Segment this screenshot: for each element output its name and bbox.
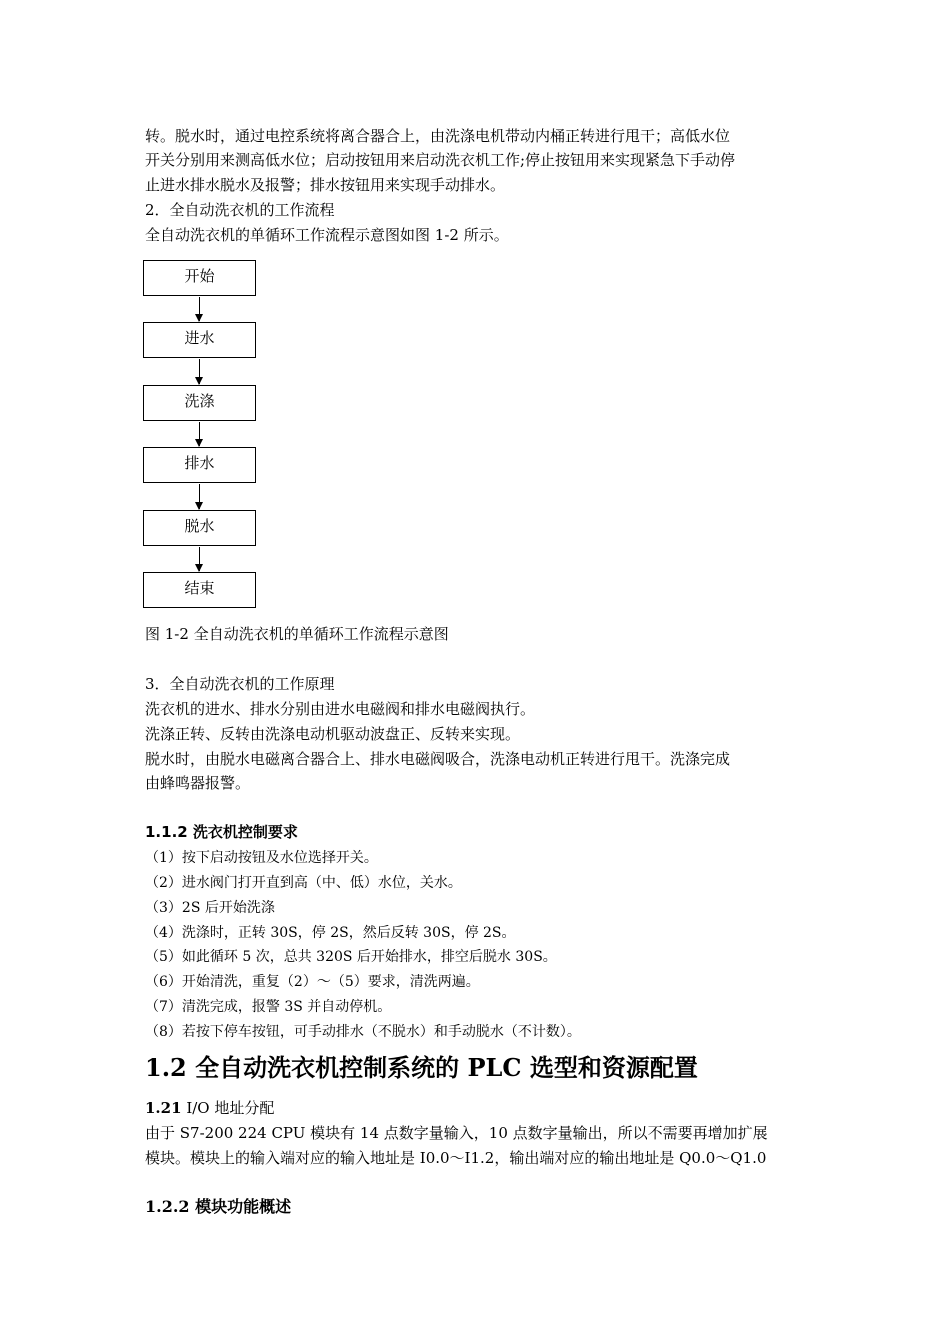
section-3-heading: 3．全自动洗衣机的工作原理	[145, 675, 335, 693]
flow-arrow	[199, 547, 200, 571]
requirement-item: （4）洗涤时，正转 30S，停 2S，然后反转 30S，停 2S。	[145, 925, 516, 941]
flow-arrow	[199, 359, 200, 384]
flow-step-start: 开始	[143, 260, 256, 296]
section-1-21-title: I/O 地址分配	[181, 1099, 275, 1117]
flow-arrow	[199, 297, 200, 321]
section-1-1-2-heading: 1.1.2 洗衣机控制要求	[145, 823, 298, 841]
section-2-heading: 2．全自动洗衣机的工作流程	[145, 201, 335, 219]
requirement-item: （8）若按下停车按钮，可手动排水（不脱水）和手动脱水（不计数）。	[145, 1024, 581, 1040]
section-1-2-heading: 1.2 全自动洗衣机控制系统的 PLC 选型和资源配置	[145, 1053, 698, 1082]
flow-step-end: 结束	[143, 572, 256, 608]
section-3-line-1: 洗衣机的进水、排水分别由进水电磁阀和排水电磁阀执行。	[145, 700, 536, 718]
flow-step-spin: 脱水	[143, 510, 256, 546]
requirement-item: （7）清洗完成，报警 3S 并自动停机。	[145, 999, 392, 1015]
flow-arrow	[199, 484, 200, 509]
section-1-21-line-2: 模块。模块上的输入端对应的输入地址是 I0.0～I1.2，输出端对应的输出地址是 Q0.0～Q1.0	[145, 1149, 767, 1167]
section-2-text: 全自动洗衣机的单循环工作流程示意图如图 1-2 所示。	[145, 226, 509, 244]
flow-step-wash: 洗涤	[143, 385, 256, 421]
figure-caption: 图 1-2 全自动洗衣机的单循环工作流程示意图	[145, 625, 449, 643]
section-3-line-4: 由蜂鸣器报警。	[145, 774, 251, 792]
intro-line-1: 转。脱水时，通过电控系统将离合器合上，由洗涤电机带动内桶正转进行甩干；高低水位	[145, 127, 731, 145]
requirement-item: （2）进水阀门打开直到高（中、低）水位，关水。	[145, 875, 462, 891]
flow-arrow	[199, 422, 200, 446]
requirement-item: （3）2S 后开始洗涤	[145, 900, 275, 916]
section-1-21-number: 1.21	[145, 1099, 182, 1117]
flow-step-drain: 排水	[143, 447, 256, 483]
flow-step-inlet: 进水	[143, 322, 256, 358]
intro-line-2: 开关分别用来测高低水位；启动按钮用来启动洗衣机工作;停止按钮用来实现紧急下手动停	[145, 151, 736, 169]
section-1-2-2-heading: 1.2.2 模块功能概述	[145, 1197, 292, 1216]
section-1-21-heading	[145, 1096, 810, 1120]
section-3-line-3: 脱水时，由脱水电磁离合器合上、排水电磁阀吸合，洗涤电动机正转进行甩干。洗涤完成	[145, 750, 731, 768]
intro-line-3: 止进水排水脱水及报警；排水按钮用来实现手动排水。	[145, 176, 506, 194]
requirement-item: （6）开始清洗，重复（2）～（5）要求，清洗两遍。	[145, 974, 480, 990]
requirement-item: （5）如此循环 5 次，总共 320S 后开始排水，排空后脱水 30S。	[145, 949, 557, 965]
section-3-line-2: 洗涤正转、反转由洗涤电动机驱动波盘正、反转来实现。	[145, 725, 521, 743]
section-1-21-line-1: 由于 S7-200 224 CPU 模块有 14 点数字量输入，10 点数字量输出，所以不需要再增加扩展	[145, 1124, 768, 1142]
requirement-item: （1）按下启动按钮及水位选择开关。	[145, 850, 378, 866]
